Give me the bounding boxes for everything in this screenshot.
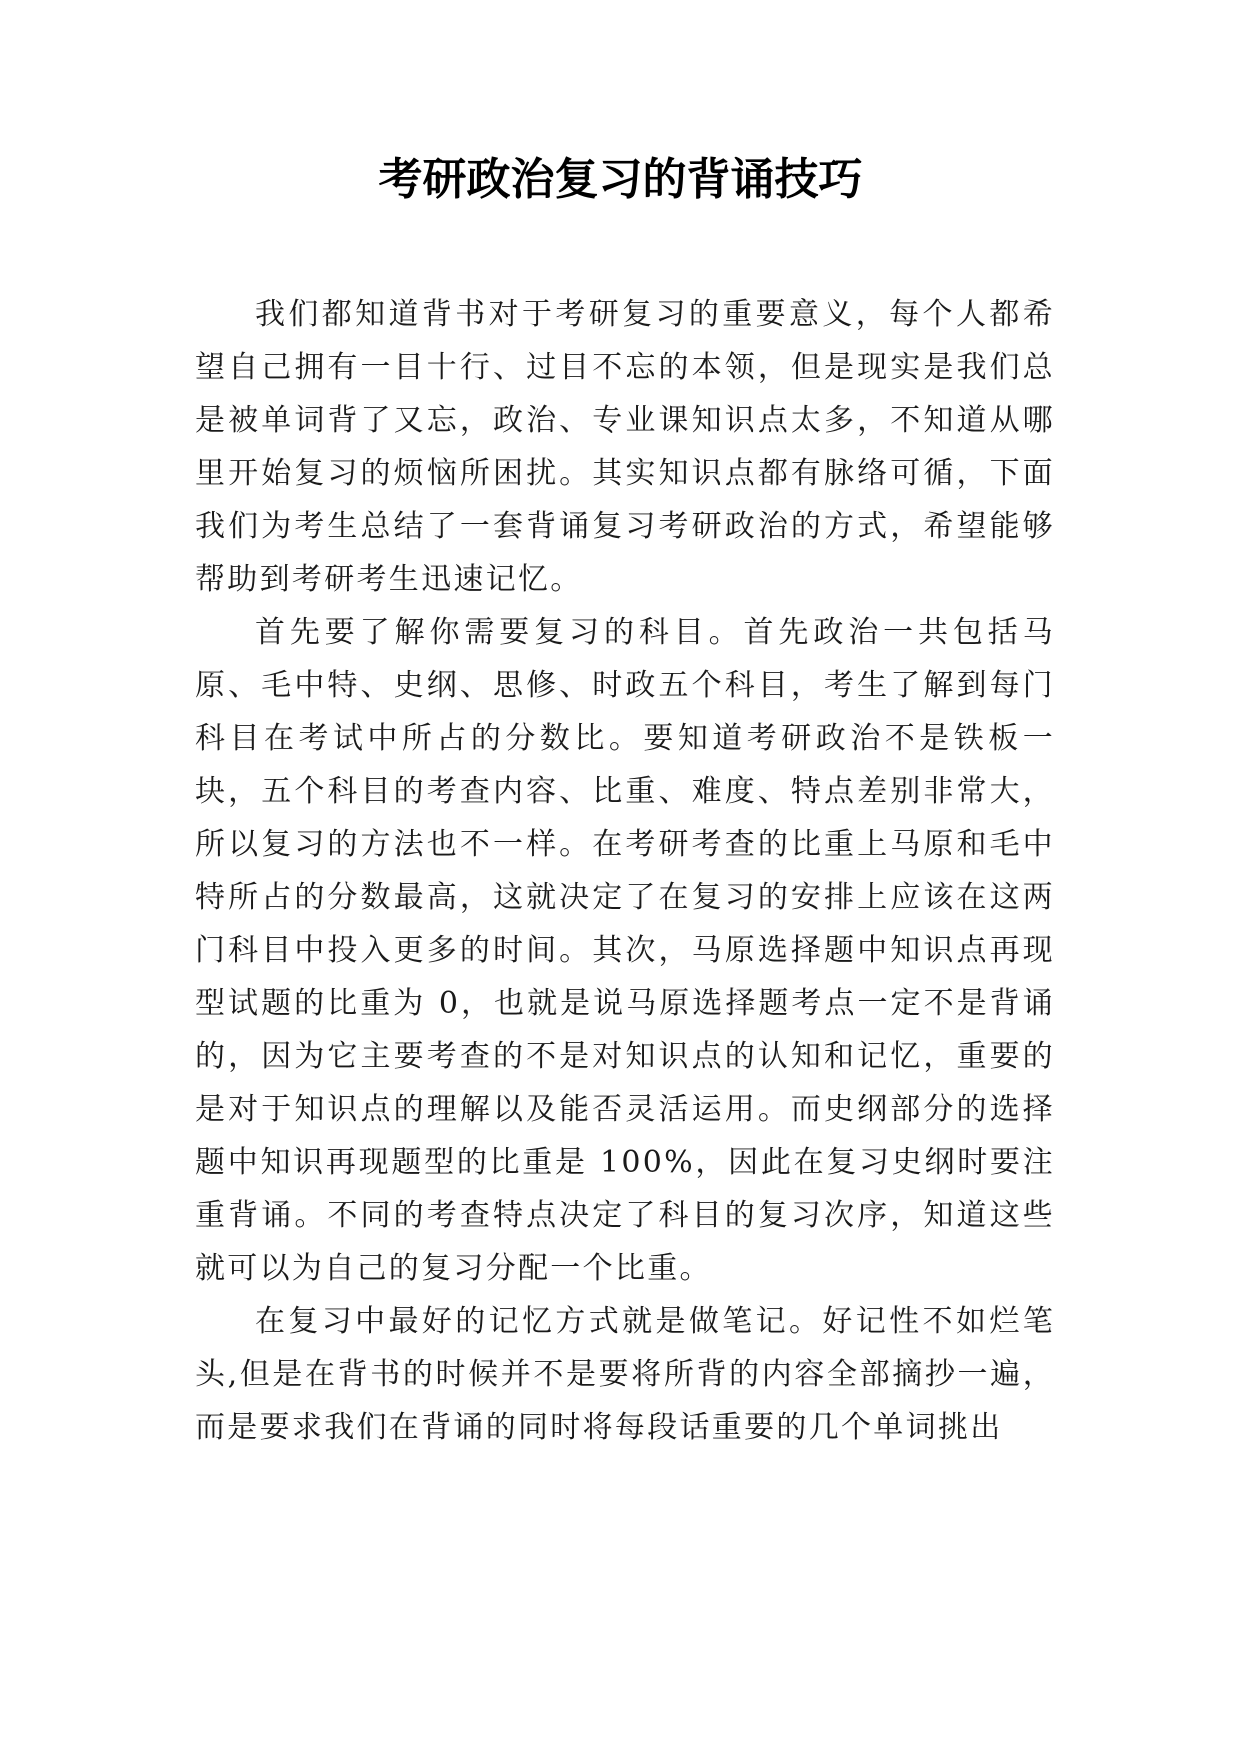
document-title: 考研政治复习的背诵技巧 <box>378 154 863 205</box>
paragraph-subjects: 首先要了解你需要复习的科目。首先政治一共包括马原、毛中特、史纲、思修、时政五个科目，考生了解到每门科目在考试中所占的分数比。要知道考研政治不是铁板一块，五个科目的考查内容、比重、难度、特点差别非常大，所以复习的方法也不一样。在考研考查的比重上马原和毛中特所占的分数最高，这就决定了在复习的安排上应该在这两门科目中投入更多的时间。其次，马原选择题中知识点再现型试题的比重为 0，也就是说马原选择题考点一定不是背诵的，因为它主要考查的不是对知识点的认知和记忆，重要的是对于知识点的理解以及能否灵活运用。而史纲部分的选择题中知识再现题型的比重是 100%，因此在复习史纲时要注重背诵。不同的考查特点决定了科目的复习次序，知道这些就可以为自己的复习分配一个比重。 <box>195 615 1055 1286</box>
document-body <box>195 288 1055 1454</box>
paragraph-notes: 在复习中最好的记忆方式就是做笔记。好记性不如烂笔头,但是在背书的时候并不是要将所背的内容全部摘抄一遍，而是要求我们在背诵的同时将每段话重要的几个单词挑出 <box>195 1304 1055 1445</box>
paragraph-intro: 我们都知道背书对于考研复习的重要意义，每个人都希望自己拥有一目十行、过目不忘的本领，但是现实是我们总是被单词背了又忘，政治、专业课知识点太多，不知道从哪里开始复习的烦恼所困扰。其实知识点都有脉络可循，下面我们为考生总结了一套背诵复习考研政治的方式，希望能够帮助到考研考生迅速记忆。 <box>195 297 1055 597</box>
